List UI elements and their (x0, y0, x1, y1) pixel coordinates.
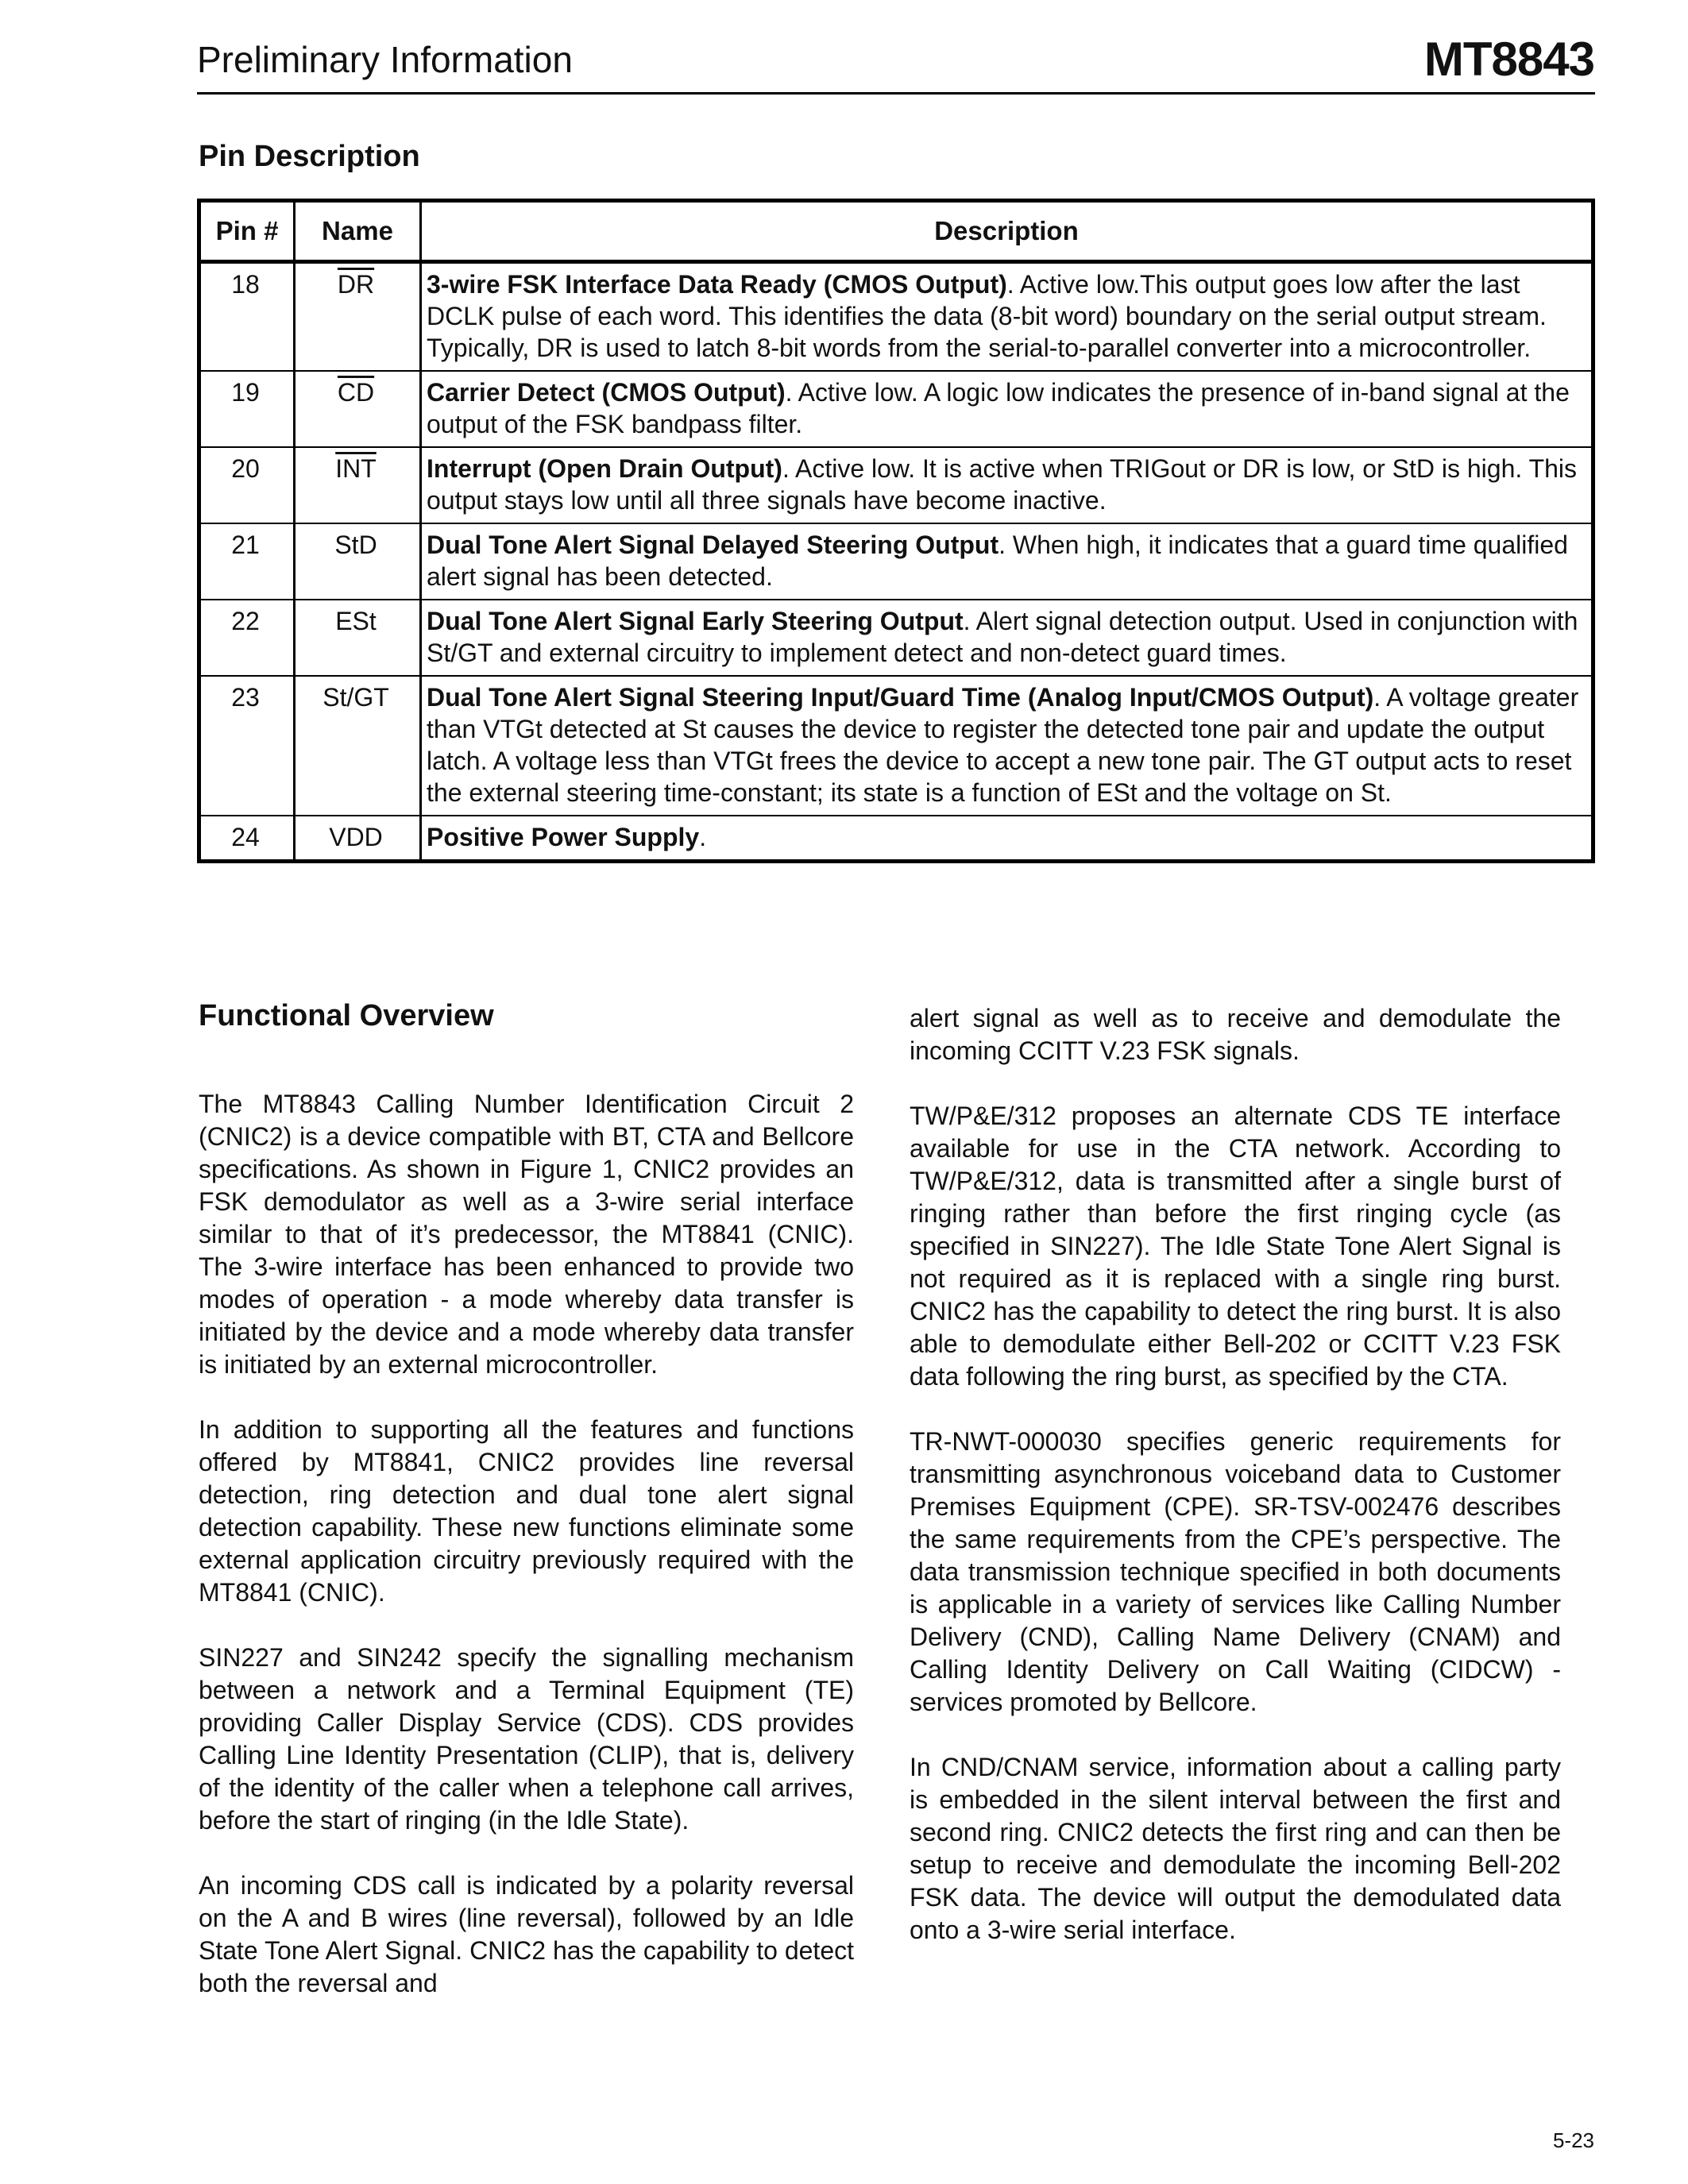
table-row (199, 262, 1593, 372)
pin-description-heading: Carrier Detect (CMOS Output) (427, 378, 786, 407)
pin-number: 18 (199, 262, 295, 372)
pin-description (421, 816, 1593, 862)
pin-description-heading: Interrupt (Open Drain Output) (427, 454, 782, 483)
pin-name (295, 816, 421, 862)
pin-name-text: StD (334, 531, 377, 559)
pin-number: 24 (199, 816, 295, 862)
pin-description-text: . (699, 823, 707, 851)
pin-description-heading: Dual Tone Alert Signal Steering Input/Guard Time (Analog Input/CMOS Output) (427, 683, 1374, 712)
pin-name-text: VDD (329, 823, 383, 851)
header-section-label: Preliminary Information (197, 39, 573, 80)
pin-number: 21 (199, 523, 295, 600)
pin-description-text: . When high, it indicates that a guard time qualified alert signal has been detected. (427, 531, 1568, 591)
column-header-name: Name (295, 201, 421, 262)
pin-name (295, 262, 421, 372)
pin-description-text: . Active low.This output goes low after the last DCLK pulse of each word. This identifies the data (8-bit word) boundary on the serial output stream. Typically, DR is used to latch 8-bit words from the serial-to-parallel converter into a microcontroller. (427, 270, 1547, 362)
pin-name-text: $\overline{INT}$ (335, 454, 377, 483)
header-divider (197, 92, 1595, 95)
paragraph: An incoming CDS call is indicated by a polarity reversal on the A and B wires (line reversal), followed by an Idle State Tone Alert Signal. CNIC2 has the capability to detect both the reversal and (199, 1871, 854, 1997)
paragraph: In CND/CNAM service, information about a calling party is embedded in the silent interval between the first and second ring. CNIC2 detects the first ring and can then be setup to receive and demodulate the incoming Bell-202 FSK data. The device will output the demodulated data onto a 3-wire serial interface. (910, 1753, 1561, 1944)
pin-description-text: . Active low. A logic low indicates the presence of in-band signal at the output of the FSK bandpass filter. (427, 378, 1570, 438)
pin-description-heading: Dual Tone Alert Signal Early Steering Output (427, 607, 964, 635)
pin-number: 19 (199, 371, 295, 447)
paragraph: TW/P&E/312 proposes an alternate CDS TE interface available for use in the CTA network. According to TW/P&E/312, data is transmitted after a single burst of ringing rather than before the first ringing cycle (as specified in SIN227). The Idle State Tone Alert Signal is not required as it is replaced with a single ring burst. CNIC2 has the capability to detect the ring burst. It is also able to demodulate either Bell-202 or CCITT V.23 FSK data following the ring burst, as specified by the CTA. (910, 1102, 1561, 1391)
pin-name (295, 600, 421, 676)
pin-number: 20 (199, 447, 295, 523)
pin-description (421, 523, 1593, 600)
paragraph: In addition to supporting all the features and functions offered by MT8841, CNIC2 provides line reversal detection, ring detection and dual tone alert signal detection capability. These new functions eliminate some external application circuitry previously required with the MT8841 (CNIC). (199, 1415, 854, 1607)
column-header-pin: Pin # (199, 201, 295, 262)
pin-description-table (197, 199, 1595, 863)
pin-name (295, 371, 421, 447)
paragraph: SIN227 and SIN242 specify the signalling mechanism between a network and a Terminal Equipment (TE) providing Caller Display Service (CDS). CDS provides Calling Line Identity Presentation (CLIP), that is, delivery of the identity of the caller when a telephone call arrives, before the start of ringing (in the Idle State). (199, 1643, 854, 1835)
pin-name (295, 676, 421, 816)
pin-description-heading: 3-wire FSK Interface Data Ready (CMOS Output) (427, 270, 1007, 299)
pin-description (421, 676, 1593, 816)
pin-description (421, 371, 1593, 447)
pin-description-title: Pin Description (199, 140, 420, 173)
pin-name-text: $\overline{DR}$ (337, 270, 375, 299)
table-row (199, 600, 1593, 676)
table-row (199, 371, 1593, 447)
left-text-column (199, 1088, 854, 2000)
header-part-number: MT8843 (1423, 33, 1594, 86)
pin-description-text: . A voltage greater than VTGt detected at St causes the device to register the detected tone pair and update the output latch. A voltage less than VTGt frees the device to accept a new tone pair. The GT output acts to reset the external steering time-constant; its state is a function of ESt and the voltage on St. (427, 683, 1579, 807)
table-row (199, 523, 1593, 600)
table-header-row (199, 201, 1593, 262)
pin-description (421, 262, 1593, 372)
pin-description (421, 600, 1593, 676)
pin-name-text: St/GT (323, 683, 389, 712)
table-row (199, 816, 1593, 862)
right-text-column (910, 1002, 1561, 1947)
pin-name-text: ESt (335, 607, 377, 635)
column-header-description: Description (421, 201, 1593, 262)
paragraph: TR-NWT-000030 specifies generic requirements for transmitting asynchronous voiceband data to Customer Premises Equipment (CPE). SR-TSV-002476 describes the same requirements from the CPE’s perspective. The data transmission technique specified in both documents is applicable in a variety of services like Calling Number Delivery (CND), Calling Name Delivery (CNAM) and Calling Identity Delivery on Call Waiting (CIDCW) - services promoted by Bellcore. (910, 1427, 1561, 1716)
table-row (199, 447, 1593, 523)
pin-description-heading: Positive Power Supply (427, 823, 700, 851)
pin-description-text: . Alert signal detection output. Used in conjunction with St/GT and external circuitry to implement detect and non-detect guard times. (427, 607, 1578, 667)
pin-description-heading: Dual Tone Alert Signal Delayed Steering Output (427, 531, 999, 559)
table-row (199, 676, 1593, 816)
pin-description (421, 447, 1593, 523)
pin-name-text: $\overline{CD}$ (337, 378, 375, 407)
pin-number: 22 (199, 600, 295, 676)
page-number: 5-23 (1552, 2128, 1594, 2152)
paragraph: The MT8843 Calling Number Identification Circuit 2 (CNIC2) is a device compatible with BT, CTA and Bellcore specifications. As shown in Figure 1, CNIC2 provides an FSK demodulator as well as a 3-wire serial interface similar to that of it’s predecessor, the MT8841 (CNIC). The 3-wire interface has been enhanced to provide two modes of operation - a mode whereby data transfer is initiated by the device and a mode whereby data transfer is initiated by an external microcontroller. (199, 1090, 854, 1379)
pin-number: 23 (199, 676, 295, 816)
pin-description-text: . Active low. It is active when TRIGout or DR is low, or StD is high. This output stays low until all three signals have become inactive. (427, 454, 1578, 515)
pin-name (295, 447, 421, 523)
paragraph: alert signal as well as to receive and demodulate the incoming CCITT V.23 FSK signals. (910, 1004, 1561, 1065)
functional-overview-title: Functional Overview (199, 999, 494, 1032)
pin-name (295, 523, 421, 600)
